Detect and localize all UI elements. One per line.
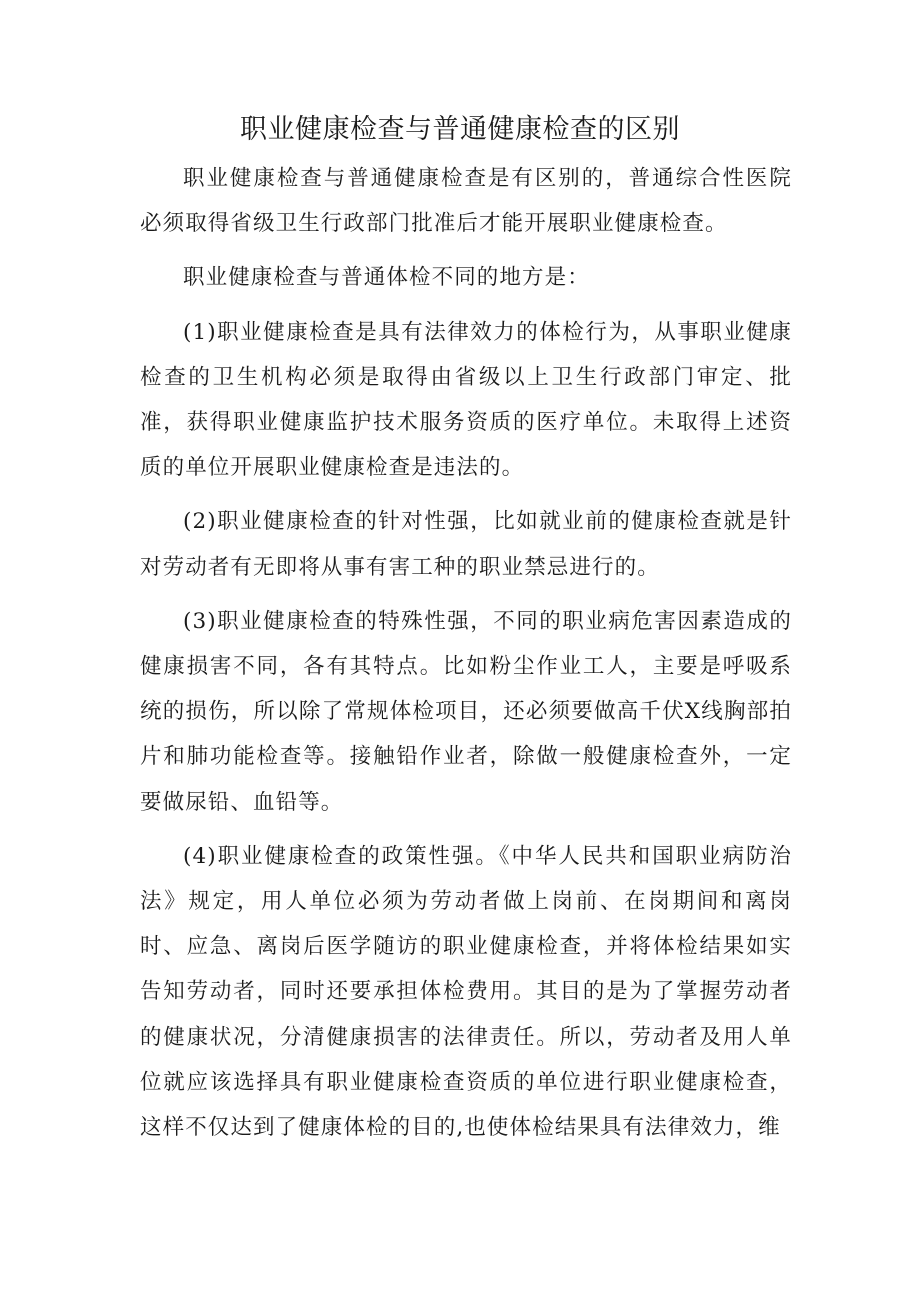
paragraph-differences-lead: 职业健康检查与普通体检不同的地方是： [183,265,590,291]
document-title: 职业健康检查与普通健康检查的区别 [240,114,680,145]
document-body [140,156,792,1150]
paragraph-point-4: (4)职业健康检查的政策性强。《中华人民共和国职业病防治法》规定，用人单位必须为劳动者做上岗前、在岗期间和离岗时、应急、离岗后医学随访的职业健康检查，并将体检结果如实告知劳动者，同时还要承担体检费用。其目的是为了掌握劳动者的健康状况，分清健康损害的法律责任。所以，劳动者及用人单位就应该选择具有职业健康检查资质的单位进行职业健康检查，这样不仅达到了健康体检的目的,也使体检结果具有法律效力，维 [140,843,792,1141]
paragraph-point-3: (3)职业健康检查的特殊性强，不同的职业病危害因素造成的健康损害不同，各有其特点。比如粉尘作业工人，主要是呼吸系统的损伤，所以除了常规体检项目，还必须要做高千伏X线胸部拍片和肺功能检查等。接触铅作业者，除做一般健康检查外，一定要做尿铅、血铅等。 [140,608,792,815]
paragraph-point-2: (2)职业健康检查的针对性强，比如就业前的健康检查就是针对劳动者有无即将从事有害工种的职业禁忌进行的。 [140,509,792,580]
paragraph-point-1: (1)职业健康检查是具有法律效力的体检行为，从事职业健康检查的卫生机构必须是取得由省级以上卫生行政部门审定、批准，获得职业健康监护技术服务资质的医疗单位。未取得上述资质的单位开展职业健康检查是违法的。 [140,319,792,481]
paragraph-intro: 职业健康检查与普通健康检查是有区别的，普通综合性医院必须取得省级卫生行政部门批准后才能开展职业健康检查。 [140,166,792,237]
